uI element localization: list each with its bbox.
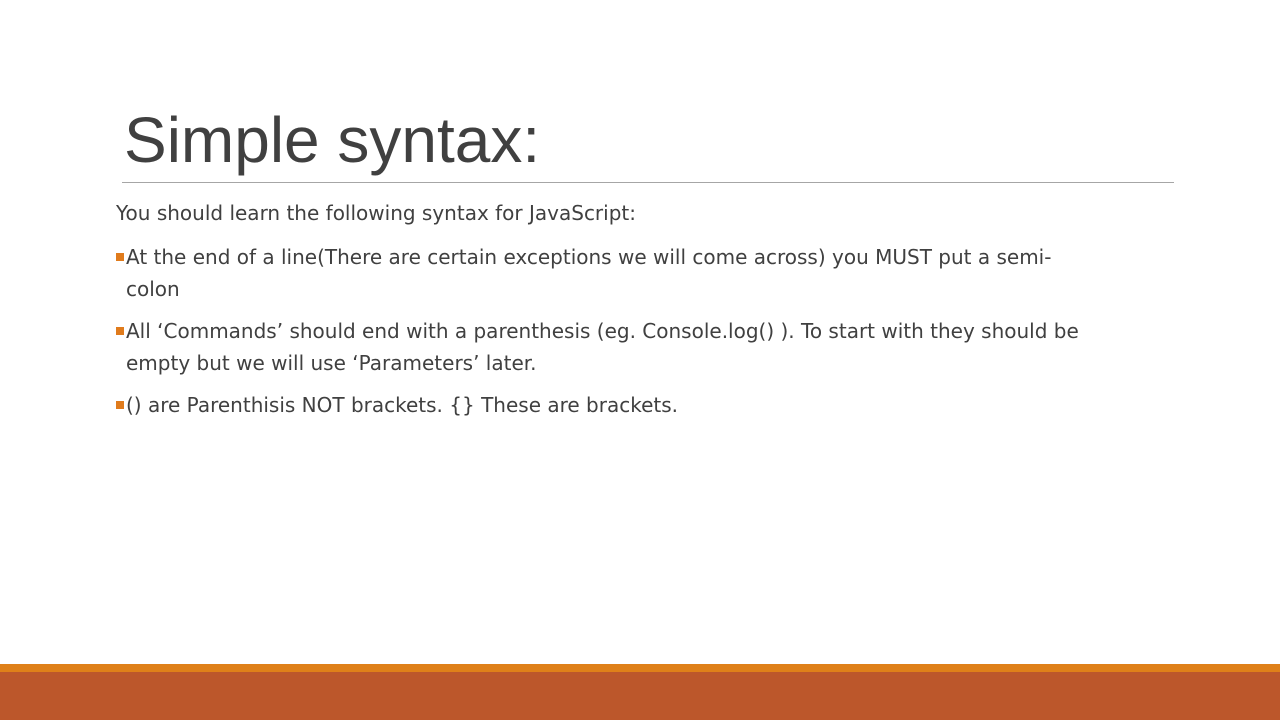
bullet-item (116, 315, 1176, 379)
footer-accent-stripe (0, 664, 1280, 672)
square-bullet-icon (116, 327, 124, 335)
bullet-text: All ‘Commands’ should end with a parenthesis (eg. Console.log() ). To start with they should be empty but we will use ‘Parameters’ later. (126, 319, 1079, 375)
title-divider (122, 182, 1174, 183)
footer-bar (0, 672, 1280, 720)
square-bullet-icon (116, 401, 124, 409)
slide-body (116, 197, 1176, 431)
intro-text: You should learn the following syntax for JavaScript: (116, 201, 636, 225)
bullet-text: () are Parenthisis NOT brackets. {} These are brackets. (126, 393, 679, 417)
slide-title: Simple syntax: (124, 104, 541, 176)
square-bullet-icon (116, 253, 124, 261)
bullet-item (116, 241, 1176, 305)
bullet-item (116, 389, 1176, 421)
bullet-text: At the end of a line(There are certain exceptions we will come across) you MUST put a semi- colon (126, 245, 1052, 301)
